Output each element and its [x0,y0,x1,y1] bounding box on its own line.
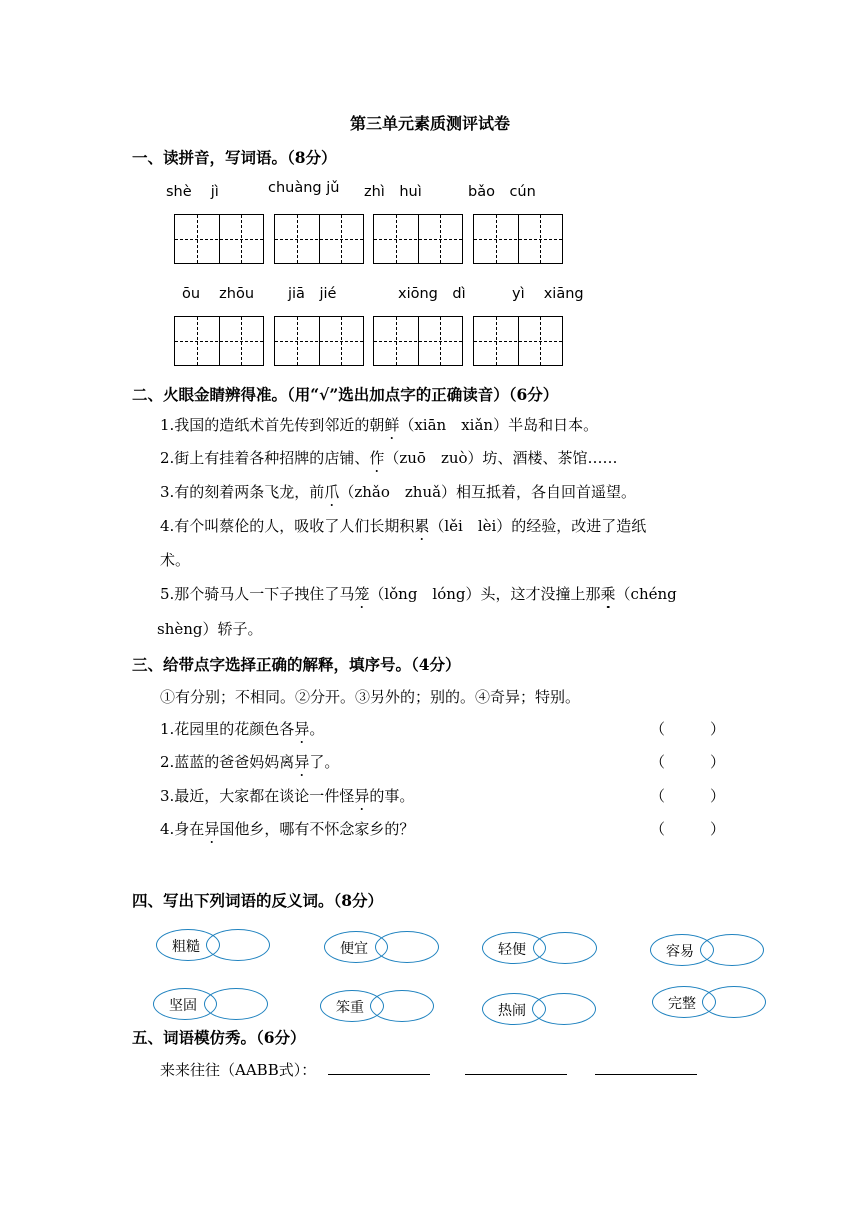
question-3-4: 4.身在异国他乡，哪有不怀念家乡的？ [160,820,415,838]
question-2-1: 1.我国的造纸术首先传到邻近的朝鲜（xiān xiǎn）半岛和日本。 [160,416,599,434]
answer-ellipse[interactable] [702,986,766,1018]
pinyin-3: zhì huì [364,184,422,200]
section-3-heading: 三、给带点字选择正确的解释，填序号。（4分） [132,655,461,674]
section-4-heading: 四、写出下列词语的反义词。（8分） [132,891,384,910]
answer-paren[interactable]: （ ） [650,720,726,738]
answer-ellipse[interactable] [700,934,764,966]
answer-ellipse[interactable] [206,929,270,961]
pinyin-8: yì xiāng [512,286,584,302]
answer-ellipse[interactable] [532,993,596,1025]
writing-grid[interactable] [373,214,463,264]
pinyin-7: xiōng dì [398,286,466,302]
pinyin-2: chuàng jǔ [268,180,340,196]
writing-grid[interactable] [274,316,364,366]
question-2-3: 3.有的刻着两条飞龙，前爪（zhǎo zhuǎ）相互抵着，各自回首遥望。 [160,483,637,501]
question-2-4-cont: 术。 [160,551,191,569]
answer-ellipse[interactable] [533,932,597,964]
antonym-word: 坚固 [169,998,197,1014]
pinyin-6: jiā jié [288,286,337,302]
answer-paren[interactable]: （ ） [650,820,726,838]
question-2-5-cont: shèng）轿子。 [157,620,263,638]
antonym-word: 粗糙 [172,939,200,955]
answer-blank[interactable] [595,1074,697,1075]
antonym-word: 笨重 [336,1000,364,1016]
writing-grid[interactable] [473,316,563,366]
question-5-1: 来来往往（AABB式）： [160,1061,317,1079]
question-3-1: 1.花园里的花颜色各异。 [160,720,325,738]
answer-blank[interactable] [328,1074,430,1075]
writing-grid[interactable] [473,214,563,264]
page-title: 第三单元素质测评试卷 [349,114,510,133]
antonym-word: 完整 [668,996,696,1012]
pinyin-1: shè jì [166,184,219,200]
options-list: ①有分别；不相同。②分开。③另外的；别的。④奇异；特别。 [160,688,581,706]
question-2-2: 2.街上有挂着各种招牌的店铺、作（zuō zuò）坊、酒楼、茶馆…… [160,449,618,467]
antonym-word: 容易 [666,944,694,960]
writing-grid[interactable] [174,316,264,366]
question-2-5: 5.那个骑马人一下子拽住了马笼（lǒng lóng）头，这才没撞上那乘（chéng [160,585,677,603]
answer-ellipse[interactable] [375,931,439,963]
antonym-word: 轻便 [498,942,526,958]
question-3-2: 2.蓝蓝的爸爸妈妈离异了。 [160,753,340,771]
answer-paren[interactable]: （ ） [650,753,726,771]
pinyin-4: bǎo cún [468,184,536,200]
antonym-word: 便宜 [340,941,368,957]
question-3-3: 3.最近，大家都在谈论一件怪异的事。 [160,787,415,805]
question-2-4: 4.有个叫蔡伦的人，吸收了人们长期积累（lěi lèi）的经验，改进了造纸 [160,517,647,535]
antonym-word: 热闹 [498,1003,526,1019]
writing-grid[interactable] [274,214,364,264]
section-2-heading: 二、火眼金睛辨得准。（用“√”选出加点字的正确读音）（6分） [132,385,559,404]
answer-paren[interactable]: （ ） [650,787,726,805]
section-1-heading: 一、读拼音，写词语。（8分） [132,148,337,167]
writing-grid[interactable] [174,214,264,264]
section-5-heading: 五、词语模仿秀。（6分） [132,1028,306,1047]
writing-grid[interactable] [373,316,463,366]
answer-ellipse[interactable] [204,988,268,1020]
answer-blank[interactable] [465,1074,567,1075]
pinyin-5: ōu zhōu [182,286,255,302]
answer-ellipse[interactable] [370,990,434,1022]
